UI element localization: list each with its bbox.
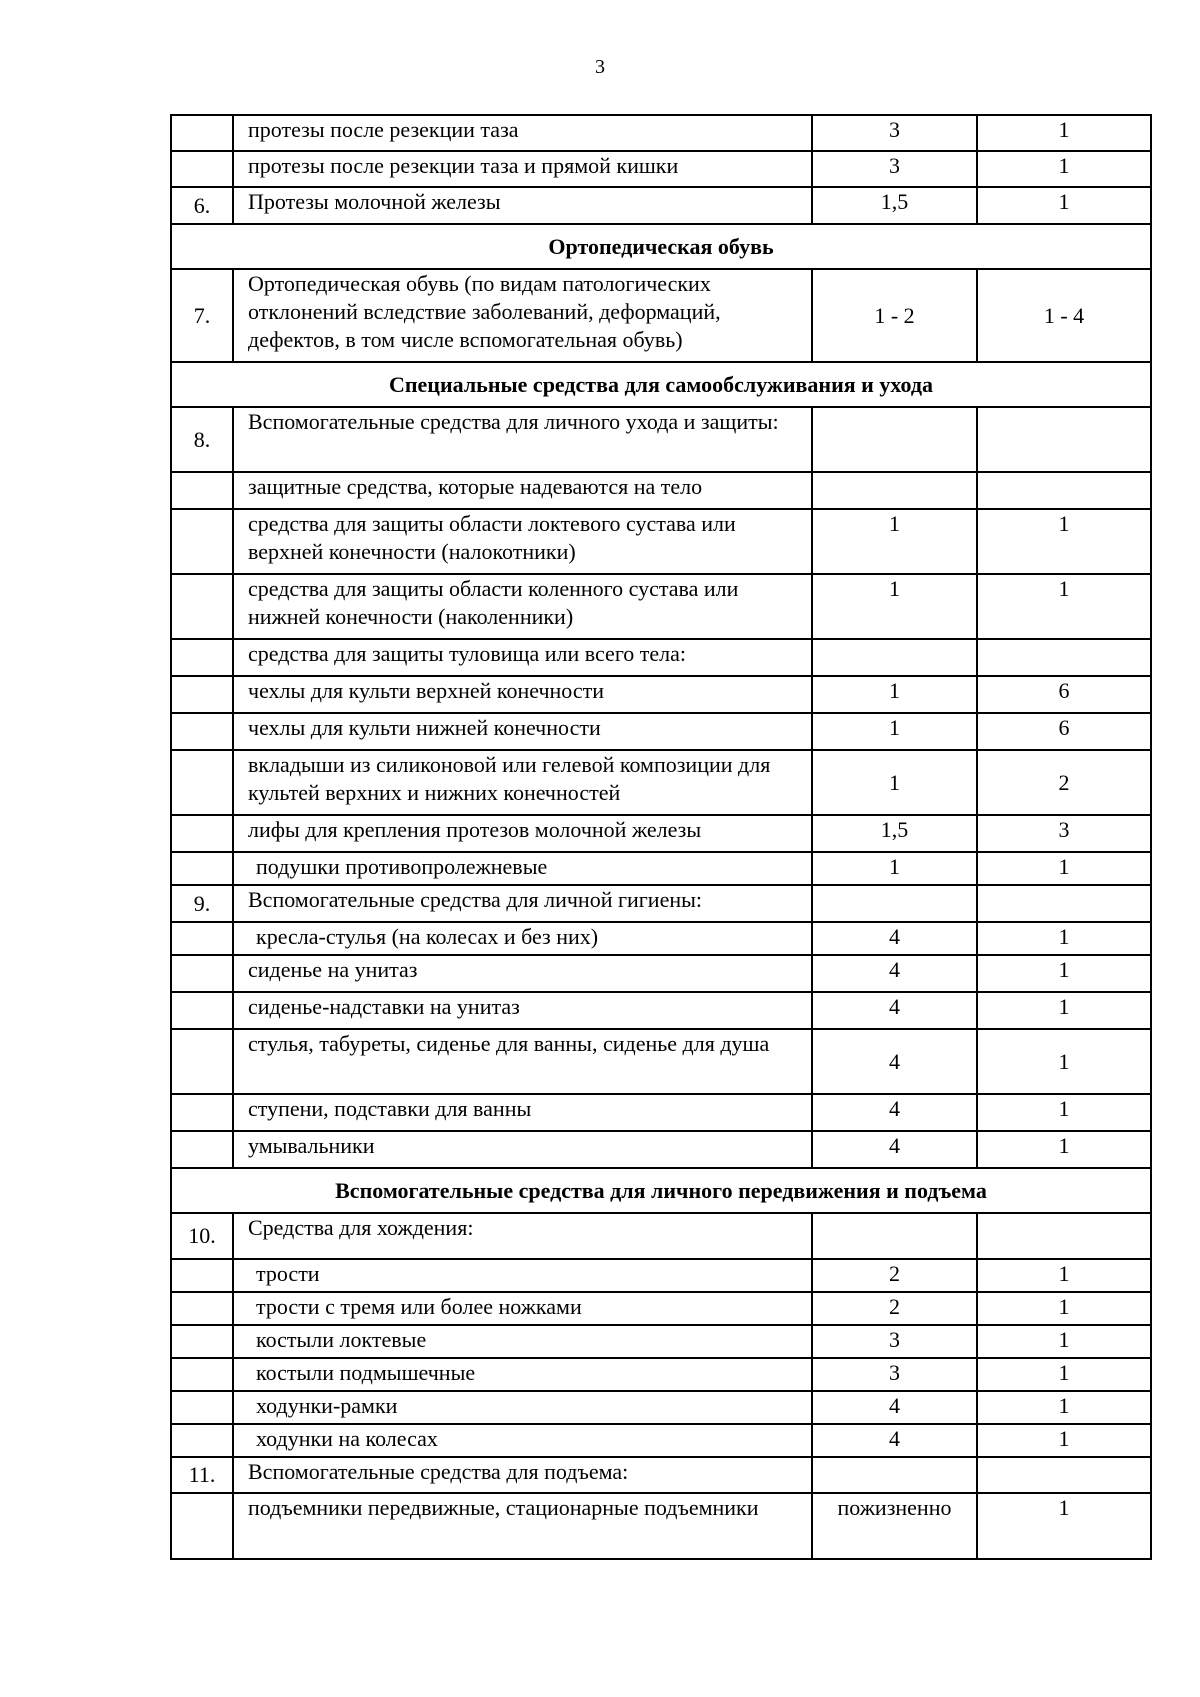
row-number [171,815,233,852]
value-col-2 [977,1213,1151,1259]
row-number: 9. [171,885,233,922]
value-col-2 [977,639,1151,676]
table-row [171,750,1151,815]
value-col-1: 2 [812,1292,977,1325]
section-heading: Специальные средства для самообслуживания и ухода [171,362,1151,407]
value-col-1: 4 [812,992,977,1029]
row-number [171,955,233,992]
table-row [171,151,1151,187]
row-number [171,1292,233,1325]
value-col-2: 6 [977,713,1151,750]
value-col-1 [812,1213,977,1259]
table-row [171,1259,1151,1292]
value-col-2: 1 [977,1131,1151,1168]
item-name: стулья, табуреты, сиденье для ванны, сиденье для душа [233,1029,812,1094]
value-col-1: 1 [812,574,977,639]
value-col-1: 3 [812,1325,977,1358]
row-number [171,922,233,955]
row-number [171,1029,233,1094]
table-row [171,922,1151,955]
item-name: ступени, подставки для ванны [233,1094,812,1131]
table-row [171,1391,1151,1424]
item-name: ходунки на колесах [233,1424,812,1457]
value-col-2: 2 [977,750,1151,815]
item-name: чехлы для культи верхней конечности [233,676,812,713]
item-name: кресла-стулья (на колесах и без них) [233,922,812,955]
value-col-2 [977,472,1151,509]
value-col-1 [812,639,977,676]
row-number [171,472,233,509]
row-number [171,750,233,815]
value-col-2: 1 [977,1424,1151,1457]
item-name: Ортопедическая обувь (по видам патологических отклонений вследствие заболеваний, деформаций, дефектов, в том числе вспомогательная обувь) [233,269,812,362]
row-number [171,574,233,639]
value-col-2: 1 [977,1029,1151,1094]
table-row [171,815,1151,852]
item-name: подушки противопролежневые [233,852,812,885]
item-name: протезы после резекции таза и прямой кишки [233,151,812,187]
value-col-1: 1 [812,713,977,750]
row-number [171,509,233,574]
value-col-1 [812,1457,977,1493]
item-name: Протезы молочной железы [233,187,812,224]
table-row [171,676,1151,713]
row-number [171,1325,233,1358]
section-heading: Ортопедическая обувь [171,224,1151,269]
aids-table [170,114,1152,1560]
value-col-2: 1 [977,922,1151,955]
value-col-2: 1 - 4 [977,269,1151,362]
table-row [171,1131,1151,1168]
value-col-2: 1 [977,1259,1151,1292]
item-name: лифы для крепления протезов молочной железы [233,815,812,852]
section-row [171,362,1151,407]
row-number [171,1094,233,1131]
item-name: Вспомогательные средства для личной гигиены: [233,885,812,922]
item-name: чехлы для культи нижней конечности [233,713,812,750]
row-number: 11. [171,1457,233,1493]
item-name: трости с тремя или более ножками [233,1292,812,1325]
table-row [171,1358,1151,1391]
table-row [171,407,1151,472]
item-name: сиденье на унитаз [233,955,812,992]
page-number: 3 [595,56,605,78]
section-row [171,1168,1151,1213]
item-name: костыли локтевые [233,1325,812,1358]
row-number: 6. [171,187,233,224]
item-name: защитные средства, которые надеваются на тело [233,472,812,509]
row-number [171,676,233,713]
value-col-2: 1 [977,1325,1151,1358]
value-col-2: 1 [977,992,1151,1029]
value-col-1: 1,5 [812,815,977,852]
value-col-2: 6 [977,676,1151,713]
value-col-2: 1 [977,151,1151,187]
value-col-2: 1 [977,852,1151,885]
table-row [171,472,1151,509]
row-number [171,1358,233,1391]
row-number [171,992,233,1029]
item-name: трости [233,1259,812,1292]
value-col-1: 1 [812,676,977,713]
value-col-1: 2 [812,1259,977,1292]
item-name: средства для защиты туловища или всего тела: [233,639,812,676]
table-row [171,1457,1151,1493]
table-row [171,1213,1151,1259]
value-col-2 [977,407,1151,472]
value-col-2: 1 [977,115,1151,151]
value-col-1: 4 [812,1424,977,1457]
value-col-2: 3 [977,815,1151,852]
section-heading: Вспомогательные средства для личного передвижения и подъема [171,1168,1151,1213]
row-number: 8. [171,407,233,472]
row-number: 10. [171,1213,233,1259]
value-col-2: 1 [977,1391,1151,1424]
value-col-1: 1 [812,509,977,574]
table-row [171,852,1151,885]
item-name: ходунки-рамки [233,1391,812,1424]
value-col-1: 4 [812,1131,977,1168]
table-row [171,992,1151,1029]
item-name: протезы после резекции таза [233,115,812,151]
value-col-1 [812,885,977,922]
table-row [171,1029,1151,1094]
section-row [171,224,1151,269]
row-number [171,115,233,151]
item-name: сиденье-надставки на унитаз [233,992,812,1029]
table-row [171,1292,1151,1325]
table-row [171,955,1151,992]
value-col-2: 1 [977,1292,1151,1325]
table-row [171,115,1151,151]
row-number [171,1391,233,1424]
value-col-1: пожизненно [812,1493,977,1559]
value-col-2: 1 [977,574,1151,639]
row-number [171,1493,233,1559]
value-col-2: 1 [977,1493,1151,1559]
value-col-1: 3 [812,1358,977,1391]
item-name: Вспомогательные средства для личного ухода и защиты: [233,407,812,472]
row-number [171,151,233,187]
row-number [171,852,233,885]
value-col-2: 1 [977,1094,1151,1131]
value-col-1: 3 [812,115,977,151]
value-col-2: 1 [977,1358,1151,1391]
table-row [171,1493,1151,1559]
item-name: Вспомогательные средства для подъема: [233,1457,812,1493]
table-row [171,885,1151,922]
item-name: костыли подмышечные [233,1358,812,1391]
table-row [171,187,1151,224]
value-col-1: 4 [812,955,977,992]
value-col-1 [812,472,977,509]
value-col-2 [977,885,1151,922]
row-number [171,1131,233,1168]
item-name: средства для защиты области локтевого сустава или верхней конечности (налокотники) [233,509,812,574]
table-row [171,574,1151,639]
value-col-2: 1 [977,955,1151,992]
row-number [171,1259,233,1292]
item-name: Средства для хождения: [233,1213,812,1259]
table-row [171,1094,1151,1131]
item-name: вкладыши из силиконовой или гелевой композиции для культей верхних и нижних конечностей [233,750,812,815]
value-col-1: 4 [812,922,977,955]
table-row [171,269,1151,362]
value-col-1: 1 - 2 [812,269,977,362]
value-col-1: 4 [812,1391,977,1424]
value-col-1: 4 [812,1029,977,1094]
row-number [171,639,233,676]
value-col-1: 4 [812,1094,977,1131]
table-row [171,1325,1151,1358]
value-col-1: 1,5 [812,187,977,224]
row-number [171,713,233,750]
table-row [171,639,1151,676]
row-number: 7. [171,269,233,362]
value-col-1: 1 [812,852,977,885]
value-col-1: 1 [812,750,977,815]
table-row [171,509,1151,574]
row-number [171,1424,233,1457]
item-name: умывальники [233,1131,812,1168]
item-name: подъемники передвижные, стационарные подъемники [233,1493,812,1559]
value-col-2: 1 [977,509,1151,574]
value-col-1 [812,407,977,472]
table-row [171,1424,1151,1457]
value-col-2: 1 [977,187,1151,224]
table-row [171,713,1151,750]
item-name: средства для защиты области коленного сустава или нижней конечности (наколенники) [233,574,812,639]
value-col-2 [977,1457,1151,1493]
value-col-1: 3 [812,151,977,187]
